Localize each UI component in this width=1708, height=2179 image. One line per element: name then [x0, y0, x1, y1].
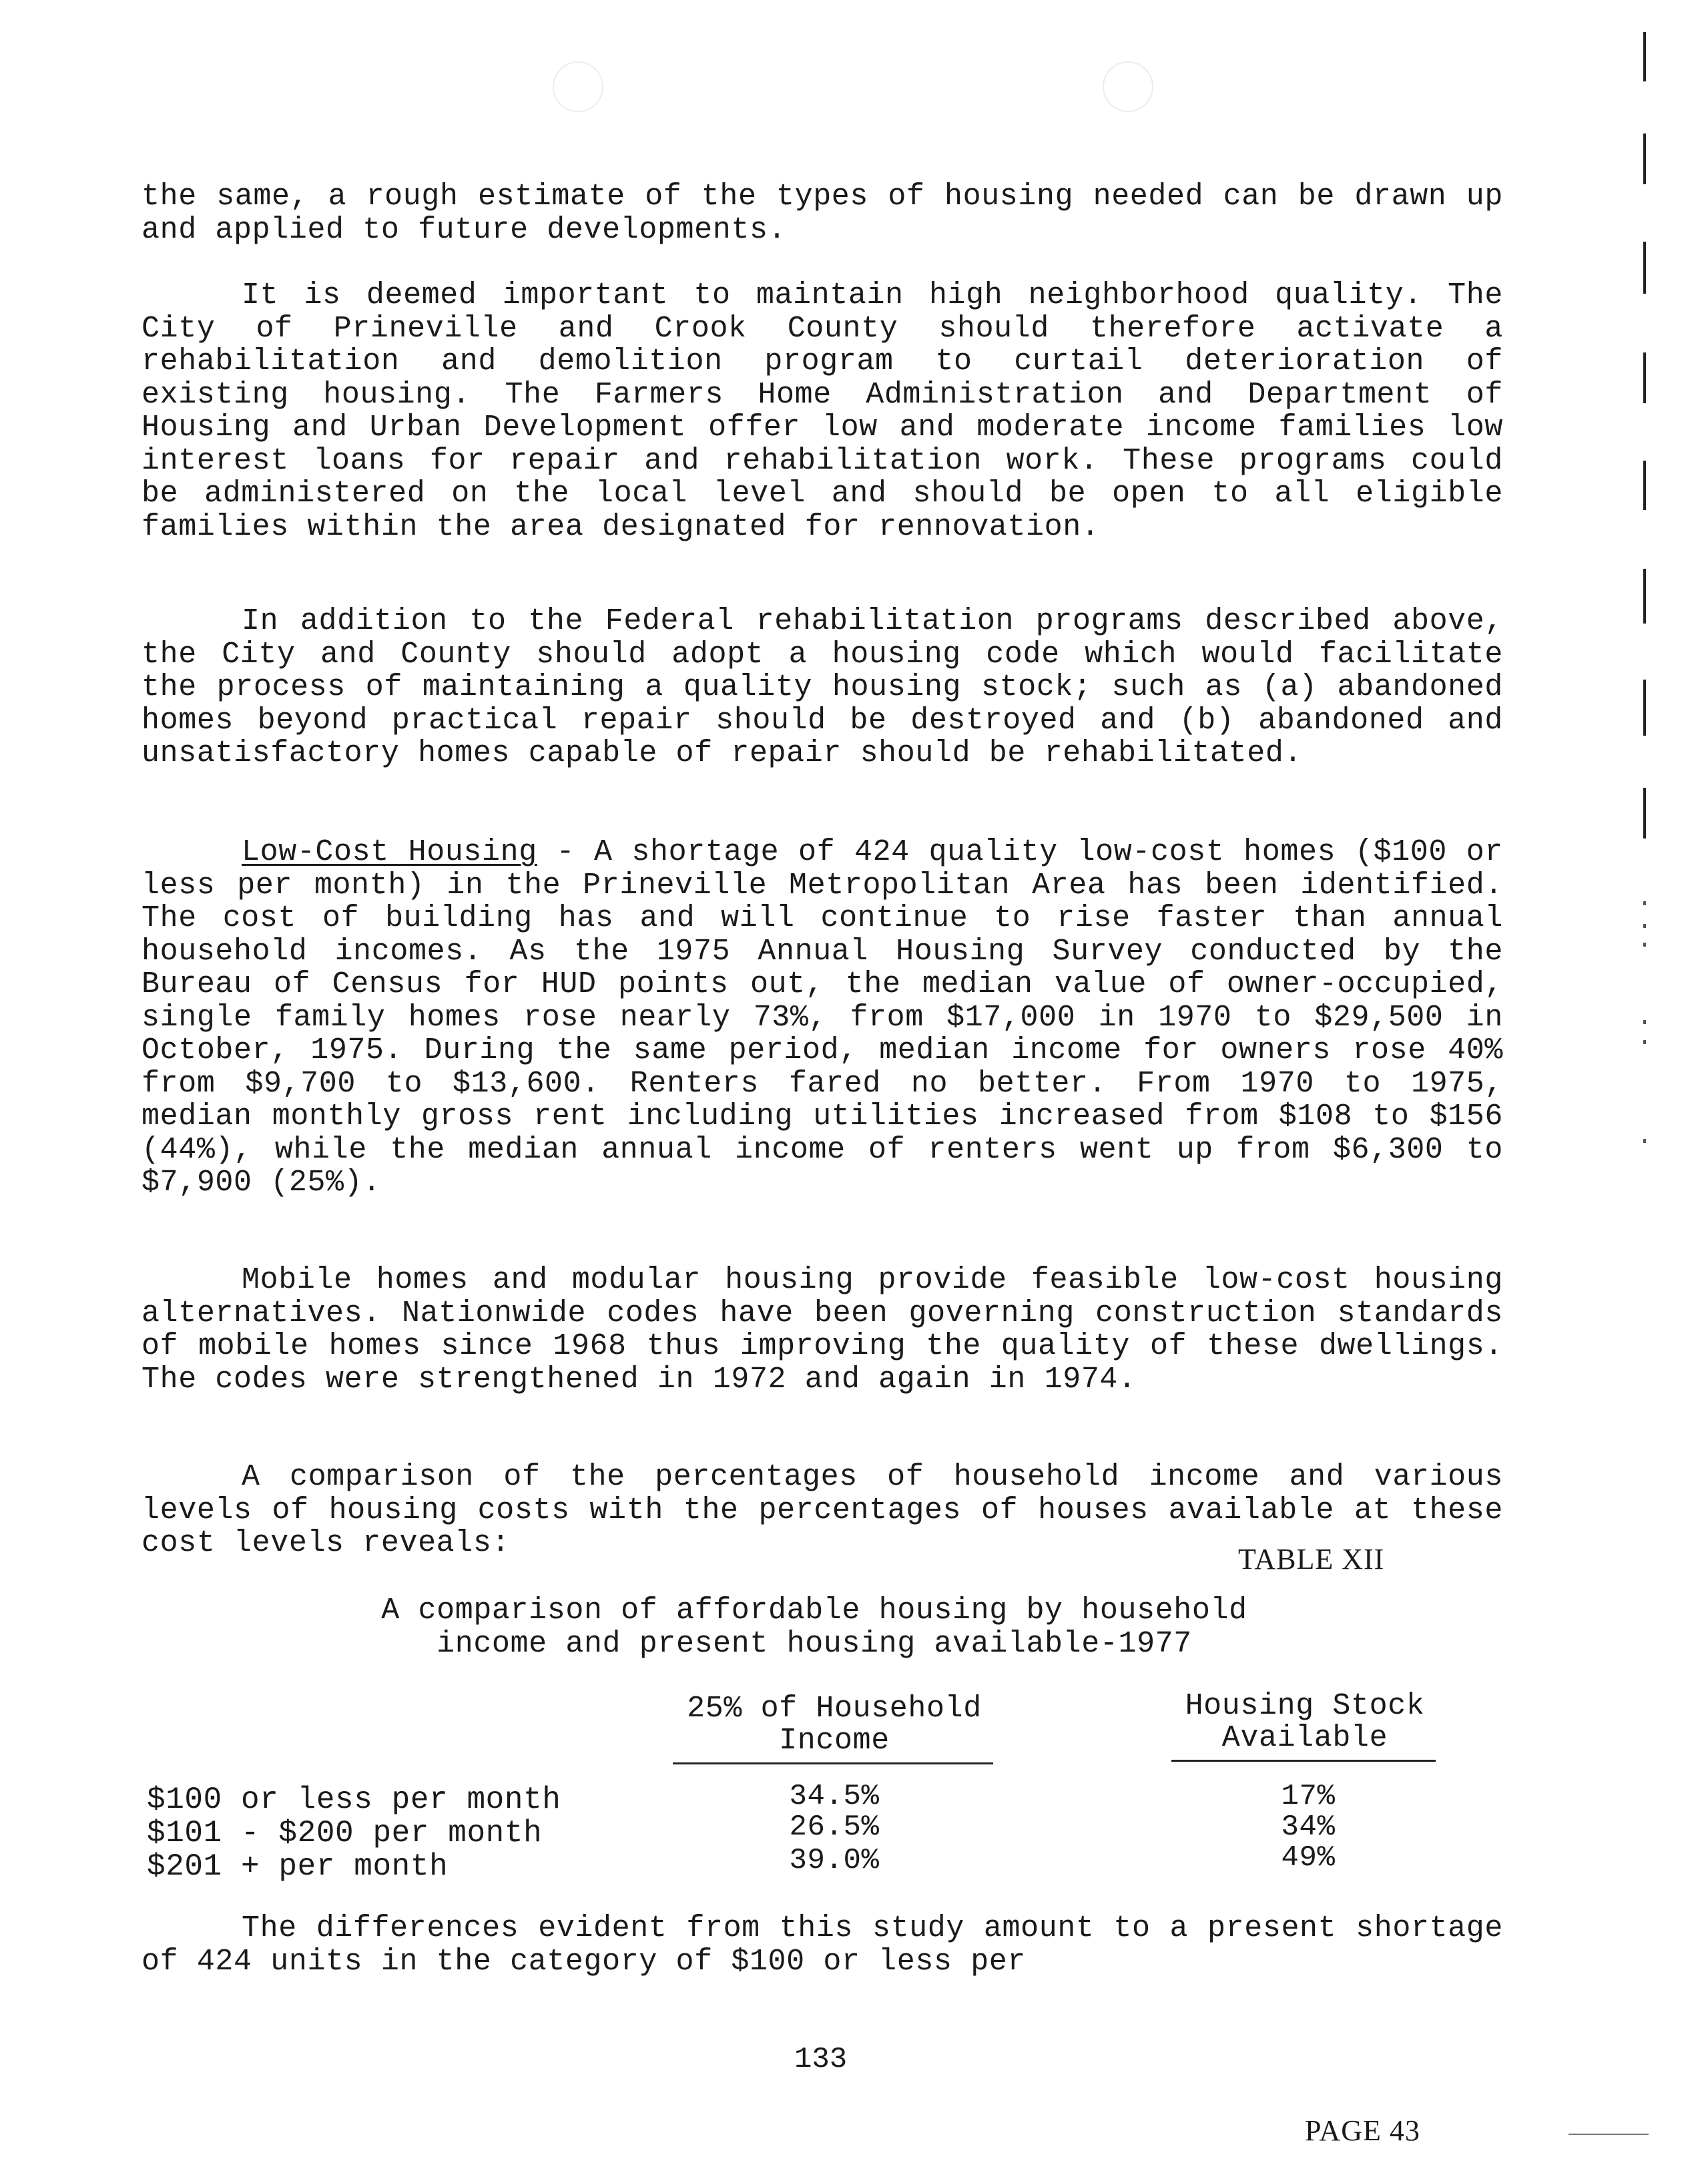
paragraph-neighborhood-quality: It is deemed important to maintain high neighborhood quality. The City of Prineville and Crook County should therefore activate a rehabilitation and demolition program to curtail deterioration of existing housing. The Farmers Home Administration and Department of Housing and Urban Development offer low and moderate income families low interest loans for repair and rehabilitation work. These programs could be administered on the local level and should be open to all eligible families within the area designated for rennovation.	[141, 278, 1503, 544]
column-header-household-income	[667, 1693, 1001, 1757]
page-number: 133	[794, 2043, 848, 2076]
column-header-line-2: Income	[779, 1724, 890, 1758]
table-cell-stock: 34%	[1281, 1810, 1336, 1844]
table-cell-stock: 49%	[1281, 1841, 1336, 1875]
binder-mark	[1643, 32, 1646, 81]
binder-dot	[1643, 943, 1646, 947]
table-caption	[320, 1594, 1308, 1661]
binder-mark	[1643, 788, 1646, 838]
paragraph-mobile-homes: Mobile homes and modular housing provide feasible low-cost housing alternatives. Nationwide codes have been governing construction standards of mobile homes since 1968 thus improving the quality of these dwellings. The codes were strengthened in 1972 and again in 1974.	[141, 1263, 1503, 1397]
low-cost-housing-heading: Low-Cost Housing	[242, 835, 537, 869]
binder-dot	[1643, 1040, 1646, 1044]
paragraph-housing-code: In addition to the Federal rehabilitation programs described above, the City and County should adopt a housing code which would facilitate the process of maintaining a quality housing stock; such as (a) abandoned homes beyond practical repair should be destroyed and (b) abandoned and unsatisfactory homes capable of repair should be rehabilitated.	[141, 604, 1503, 770]
binder-mark	[1643, 680, 1646, 736]
paragraph-comparison-intro: A comparison of the percentages of household income and various levels of housing costs with the percentages of houses available at these cost levels reveals:	[141, 1460, 1503, 1560]
column-rule	[673, 1762, 993, 1764]
binder-mark	[1643, 134, 1646, 184]
table-row-label: $100 or less per month	[147, 1782, 561, 1817]
low-cost-housing-body: - A shortage of 424 quality low-cost homes ($100 or less per month) in the Prineville Metropolitan Area has been identified. The cost of building has and will continue to rise faster than annual household incomes. As the 1975 Annual Housing Survey conducted by the Bureau of Census for HUD points out, the median value of owner-occupied, single family homes rose nearly 73%, from $17,000 in 1970 to $29,500 in October, 1975. During the same period, median income for owners rose 40% from $9,700 to $13,600. Renters fared no better. From 1970 to 1975, median monthly gross rent including utilities increased from $108 to $156 (44%), while the median annual income of renters went up from $6,300 to $7,900 (25%).	[141, 835, 1503, 1200]
paragraph-low-cost-housing	[141, 836, 1503, 1200]
binder-dot	[1643, 901, 1646, 905]
table-caption-line-2: income and present housing available-1977	[437, 1627, 1192, 1661]
paragraph-conclusion: The differences evident from this study amount to a present shortage of 424 units in the category of $100 or less per	[141, 1911, 1503, 1979]
column-rule	[1171, 1760, 1436, 1762]
table-row-label: $201 + per month	[147, 1849, 449, 1884]
table-cell-income: 39.0%	[789, 1844, 880, 1877]
binder-mark	[1643, 352, 1646, 403]
punch-hole-right	[1103, 61, 1153, 112]
binder-dot	[1643, 1139, 1646, 1143]
page-label: PAGE 43	[1305, 2114, 1420, 2147]
table-cell-income: 26.5%	[789, 1810, 880, 1844]
column-header-housing-stock	[1165, 1690, 1445, 1754]
binder-dot	[1643, 924, 1646, 928]
corner-rule	[1569, 2134, 1649, 2135]
paragraph-continuation: the same, a rough estimate of the types of housing needed can be drawn up and applied to future developments.	[141, 180, 1503, 247]
table-label: TABLE XII	[1238, 1543, 1385, 1576]
table-cell-income: 34.5%	[789, 1780, 880, 1813]
column-header-line-2: Available	[1221, 1721, 1388, 1755]
column-header-line-1: Housing Stock	[1185, 1689, 1425, 1723]
column-header-line-1: 25% of Household	[687, 1692, 982, 1726]
table-row-label: $101 - $200 per month	[147, 1816, 543, 1851]
table-cell-stock: 17%	[1281, 1780, 1336, 1813]
binder-mark	[1643, 461, 1646, 510]
binder-dot	[1643, 1020, 1646, 1024]
binder-mark	[1643, 242, 1646, 294]
binder-mark	[1643, 569, 1646, 624]
table-caption-line-1: A comparison of affordable housing by household	[381, 1594, 1247, 1628]
punch-hole-left	[553, 61, 603, 112]
